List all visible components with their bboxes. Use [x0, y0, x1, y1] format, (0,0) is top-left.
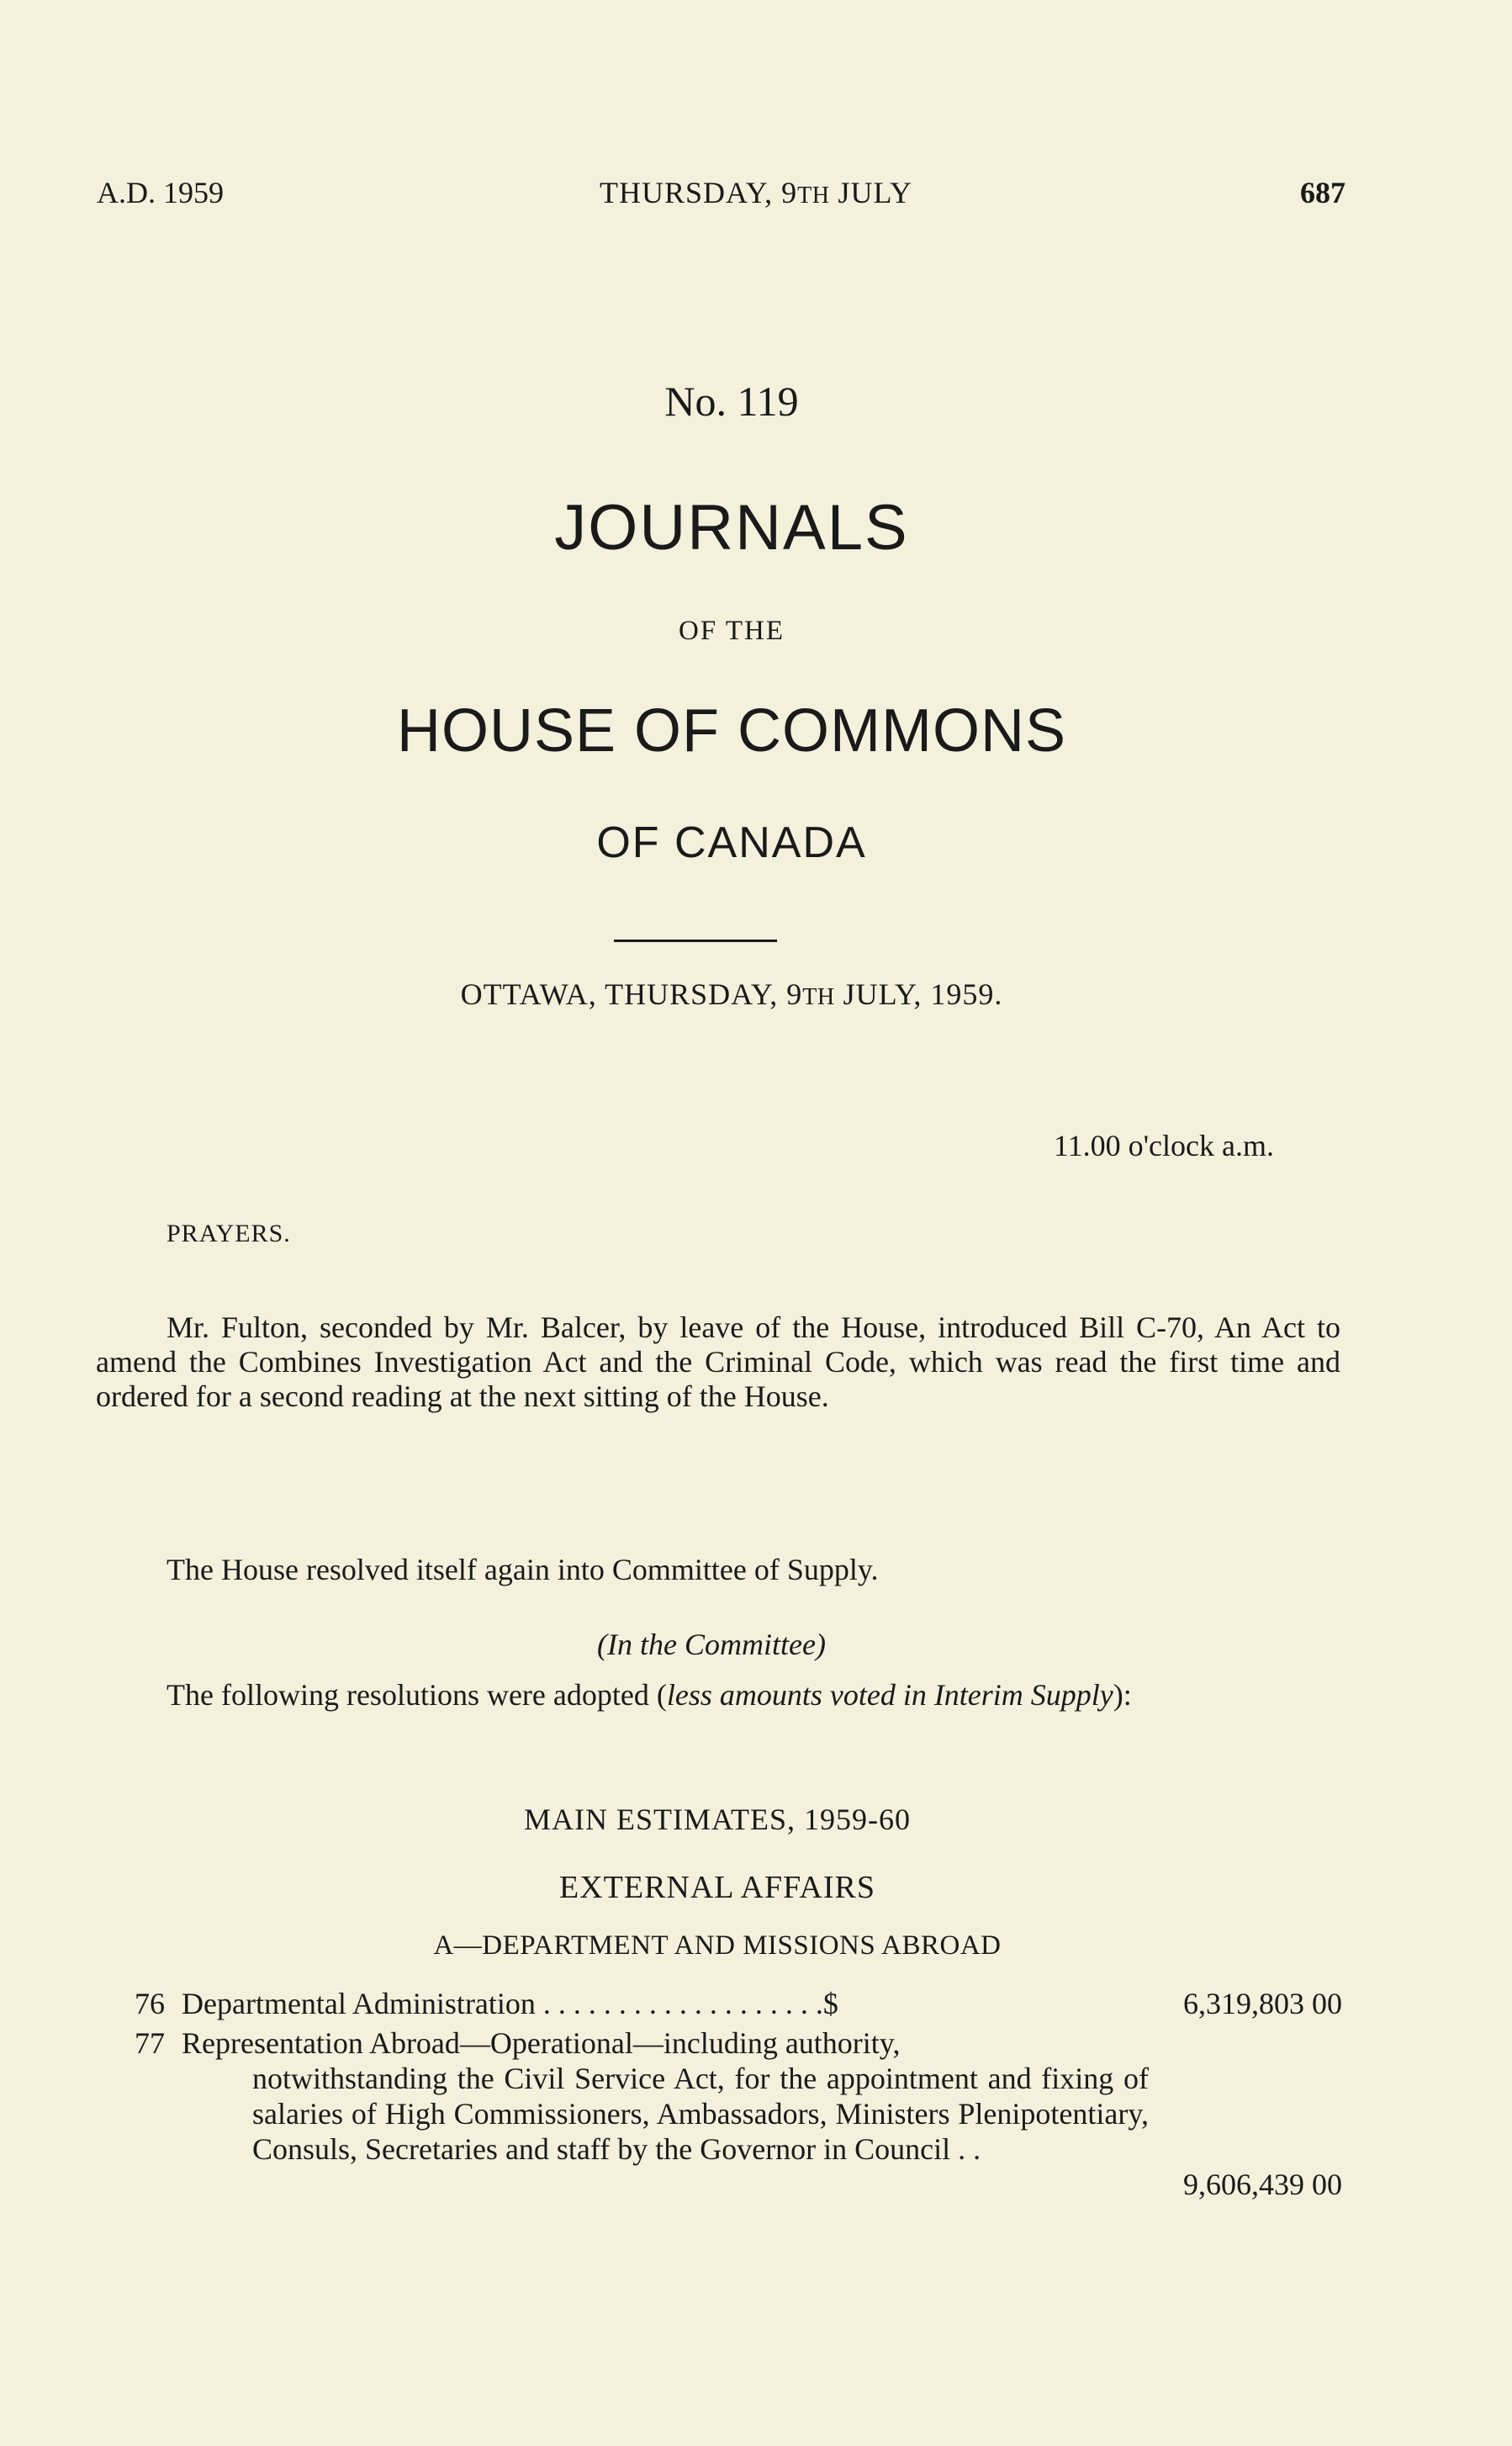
section-heading: EXTERNAL AFFAIRS	[559, 1870, 875, 1905]
prayers-heading: PRAYERS.	[167, 1220, 291, 1247]
estimates-title: MAIN ESTIMATES, 1959-60	[524, 1803, 911, 1836]
resolutions-paragraph: The following resolutions were adopted (less amounts voted in Interim Supply):	[167, 1678, 1132, 1712]
header-date: THURSDAY, 9TH JULY	[600, 176, 912, 209]
journal-number: No. 119	[664, 378, 799, 425]
header-year: A.D. 1959	[97, 176, 224, 209]
item-number: 77	[135, 2026, 165, 2060]
title-divider	[614, 940, 777, 942]
journals-title: JOURNALS	[554, 492, 909, 564]
bill-paragraph: Mr. Fulton, seconded by Mr. Balcer, by leave of the House, introduced Bill C-70, An Act to amend the Combines Investigation Act and the Criminal Code, which was read the first time and ordered for a second reading at the next sitting of the House.	[96, 1310, 1340, 1413]
of-canada-subtitle: OF CANADA	[596, 818, 867, 867]
item-number: 76	[135, 1987, 165, 2020]
subsection-heading: A—DEPARTMENT AND MISSIONS ABROAD	[433, 1930, 1002, 1961]
of-the-subtitle: OF THE	[679, 616, 785, 646]
item-description: Representation Abroad—Operational—including authority, notwithstanding the Civil Service Act, for the appointment and fixing of salaries of High Commissioners, Ambassadors, Ministers Plenipotentiary, Consuls, Secretaries and staff by the Governor in Council . .	[182, 2026, 1149, 2166]
in-committee-label: (In the Committee)	[597, 1628, 826, 1661]
dateline: OTTAWA, THURSDAY, 9TH JULY, 1959.	[460, 977, 1003, 1011]
item-amount: 9,606,439 00	[1183, 2168, 1342, 2201]
item-amount: 6,319,803 00	[1183, 1987, 1342, 2020]
item-description: Departmental Administration . . . . . . . . . . . . . . . . . . .$	[182, 1987, 838, 2020]
house-title: HOUSE OF COMMONS	[396, 697, 1066, 765]
committee-paragraph: The House resolved itself again into Committee of Supply.	[167, 1553, 879, 1586]
sitting-time: 11.00 o'clock a.m.	[1053, 1129, 1274, 1162]
page-number: 687	[1300, 176, 1345, 209]
